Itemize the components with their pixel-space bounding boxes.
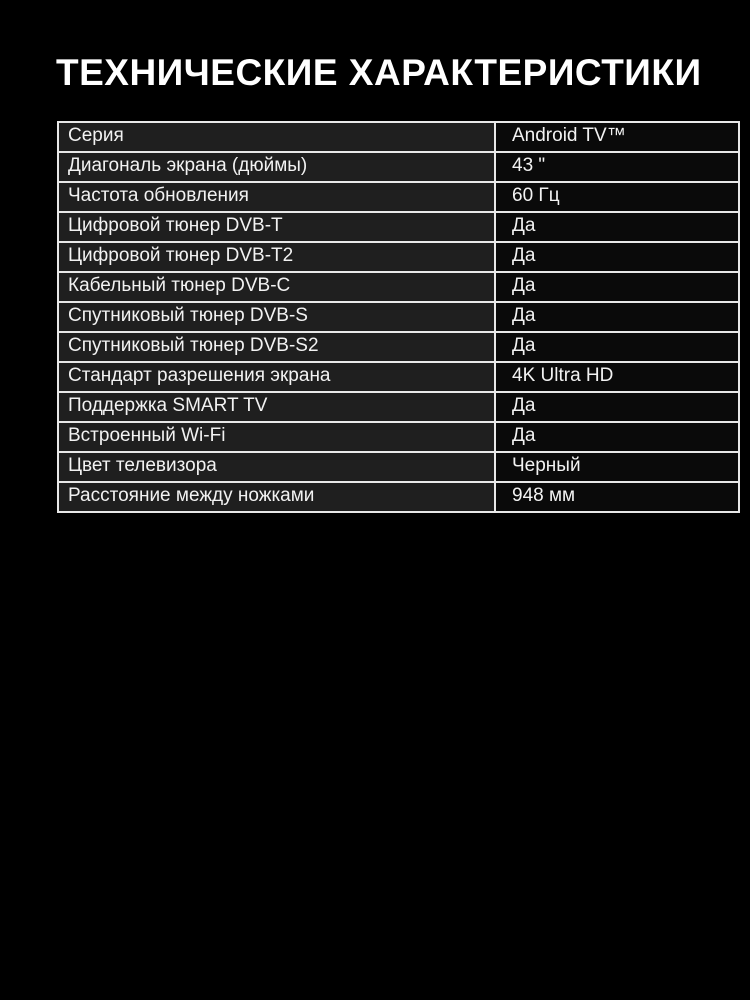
- spec-table: [57, 121, 740, 513]
- spec-value: 60 Гц: [495, 182, 739, 212]
- spec-value: 43 ": [495, 152, 739, 182]
- spec-value: Да: [495, 212, 739, 242]
- spec-value: 948 мм: [495, 482, 739, 512]
- spec-value: Да: [495, 422, 739, 452]
- spec-value: Да: [495, 332, 739, 362]
- spec-label: Спутниковый тюнер DVB-S2: [58, 332, 495, 362]
- spec-label: Диагональ экрана (дюймы): [58, 152, 495, 182]
- spec-value: Да: [495, 392, 739, 422]
- spec-label: Цифровой тюнер DVB-T2: [58, 242, 495, 272]
- spec-label: Серия: [58, 122, 495, 152]
- spec-label: Цифровой тюнер DVB-T: [58, 212, 495, 242]
- table-row: [58, 242, 739, 272]
- spec-table-body: [58, 122, 739, 512]
- spec-label: Частота обновления: [58, 182, 495, 212]
- table-row: [58, 392, 739, 422]
- page-title: ТЕХНИЧЕСКИЕ ХАРАКТЕРИСТИКИ: [56, 52, 702, 93]
- spec-label: Цвет телевизора: [58, 452, 495, 482]
- spec-value: Да: [495, 272, 739, 302]
- spec-label: Стандарт разрешения экрана: [58, 362, 495, 392]
- table-row: [58, 212, 739, 242]
- table-row: [58, 332, 739, 362]
- spec-value: Android TV™: [495, 122, 739, 152]
- spec-value: Черный: [495, 452, 739, 482]
- table-row: [58, 122, 739, 152]
- table-row: [58, 452, 739, 482]
- spec-value: Да: [495, 302, 739, 332]
- spec-label: Спутниковый тюнер DVB-S: [58, 302, 495, 332]
- table-row: [58, 302, 739, 332]
- spec-label: Расстояние между ножками: [58, 482, 495, 512]
- table-row: [58, 362, 739, 392]
- spec-value: 4K Ultra HD: [495, 362, 739, 392]
- spec-label: Поддержка SMART TV: [58, 392, 495, 422]
- table-row: [58, 152, 739, 182]
- spec-label: Кабельный тюнер DVB-C: [58, 272, 495, 302]
- spec-label: Встроенный Wi-Fi: [58, 422, 495, 452]
- table-row: [58, 182, 739, 212]
- spec-value: Да: [495, 242, 739, 272]
- table-row: [58, 482, 739, 512]
- table-row: [58, 422, 739, 452]
- table-row: [58, 272, 739, 302]
